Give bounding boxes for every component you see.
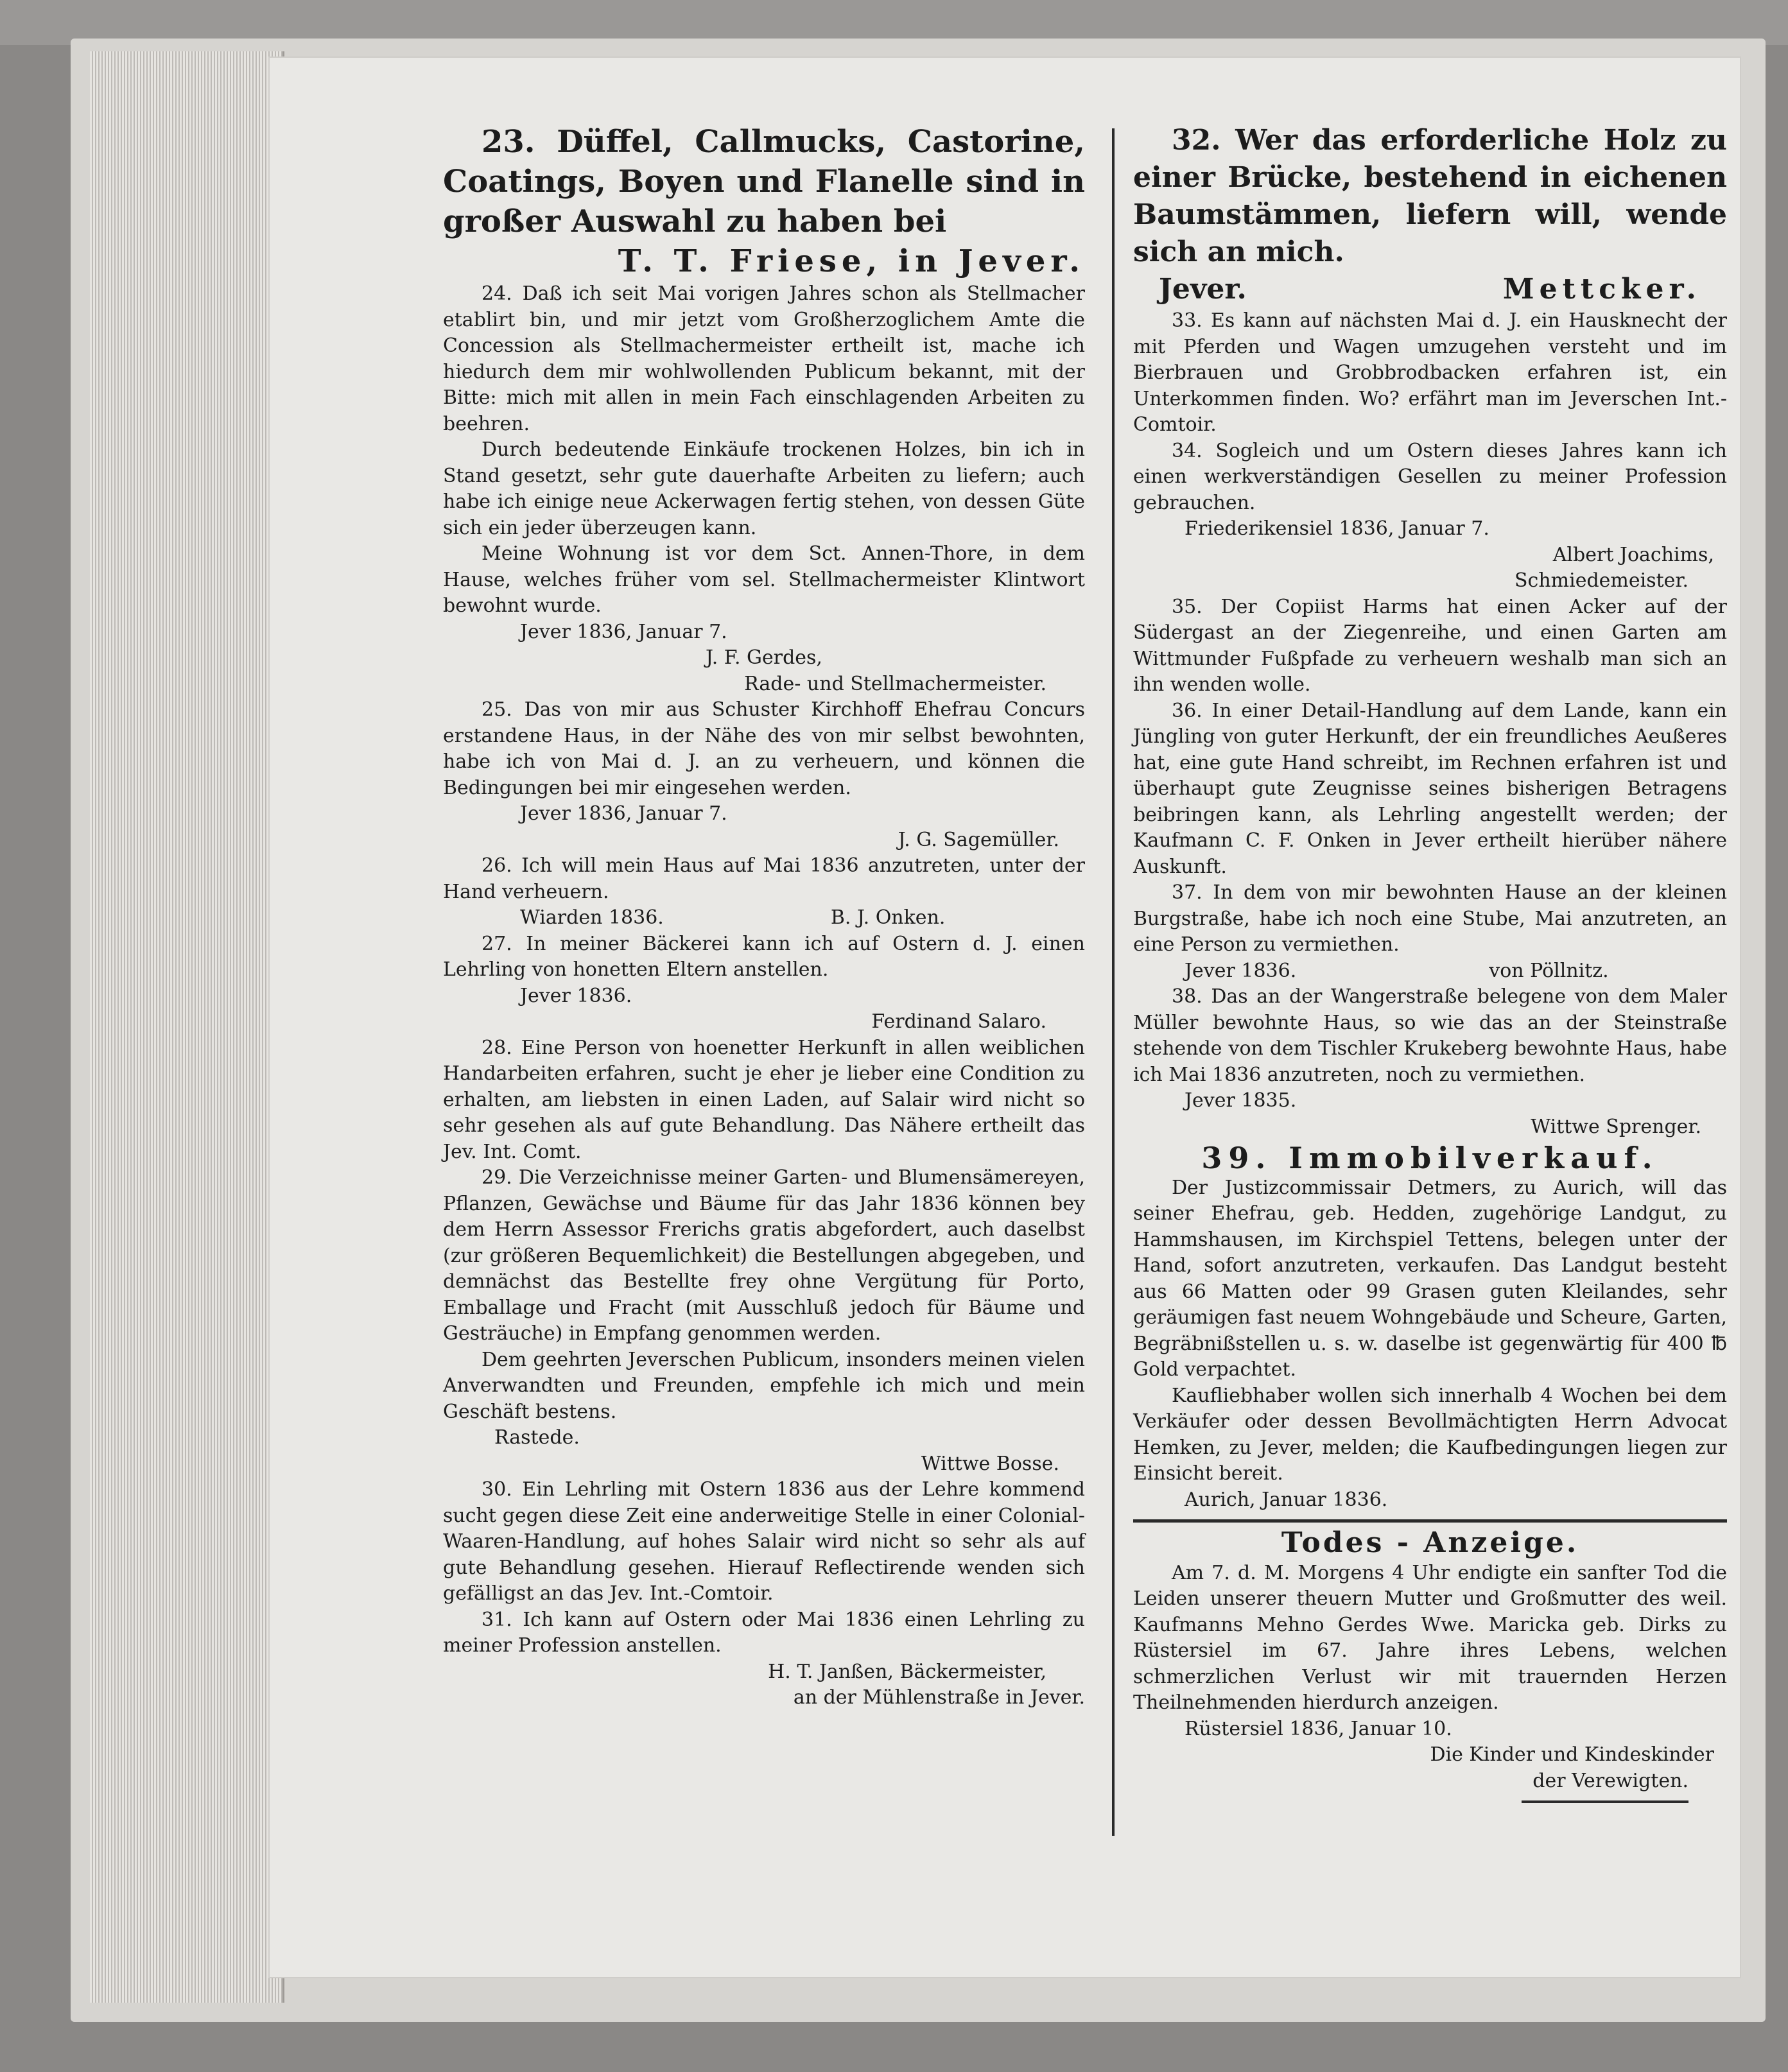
ad-26-date: Wiarden 1836. — [520, 906, 664, 929]
ad-37-date: Jever 1836. — [1185, 959, 1297, 982]
ad-38-text: 38. Das an der Wangerstraße belegene von dem Maler Müller bewohnte Haus, so wie das an der Steinstraße stehende von dem Tischler Krukeberg bewohnte Haus, habe ich Mai 1836 anzutreten, noch zu vermiethen. — [1133, 985, 1727, 1086]
ad-37 — [1133, 880, 1727, 984]
ad-39-date: Aurich, Januar 1836. — [1185, 1488, 1388, 1511]
ad-34 — [1133, 438, 1727, 594]
ad-35-text: 35. Der Copiist Harms hat einen Acker auf der Südergast an der Ziegenreihe, und einen Garten am Wittmunder Fußpfade zu verheuern weshalb man sich an ihn wenden wolle. — [1133, 595, 1727, 696]
ad-28-text: 28. Eine Person von hoenetter Herkunft in allen weiblichen Handarbeiten erfahren, sucht je eher je lieber eine Condition zu erhalten, am liebsten in einen Laden, auf Salair wird nicht so sehr gesehen als auf gute Behandlung. Das Nähere ertheilt das Jev. Int. Comt. — [443, 1036, 1085, 1163]
column-divider — [1112, 128, 1115, 1836]
death-notice-signature: Die Kinder und Kindeskinder — [1430, 1743, 1714, 1766]
ad-37-text: 37. In dem von mir bewohnten Hause an der kleinen Burgstraße, habe ich noch eine Stube, Mai anzutreten, an eine Person zu vermiethen. — [1133, 881, 1727, 956]
ad-34-signature: Albert Joachims, — [1552, 543, 1714, 566]
ad-38-date: Jever 1835. — [1185, 1089, 1297, 1112]
death-notice-title: Todes - Anzeige. — [1281, 1526, 1579, 1559]
ad-27-text: 27. In meiner Bäckerei kann ich auf Ostern d. J. einen Lehrling von honetten Eltern anstellen. — [443, 932, 1085, 981]
ad-27-date: Jever 1836. — [520, 984, 632, 1007]
death-notice-text: Am 7. d. M. Morgens 4 Uhr endigte ein sanfter Tod die Leiden unserer theuern Mutter und Großmutter des weil. Kaufmanns Mehno Gerdes Wwe. Maricka geb. Dirks zu Rüstersiel im 67. Jahre ihres Lebens, welchen schmerzlichen Verlust wir mit trauernden Herzen Theilnehmenden hierdurch anzeigen. — [1133, 1561, 1727, 1714]
closing-rule — [1522, 1800, 1688, 1803]
ad-29-signature: Wittwe Bosse. — [921, 1452, 1059, 1475]
ad-32-text: 32. Wer das erforderliche Holz zu einer Brücke, bestehend in eichenen Baumstämmen, liefern will, wende sich an mich. — [1133, 124, 1727, 268]
ad-24 — [443, 281, 1085, 697]
ad-29-paragraph: Dem geehrten Jeverschen Publicum, insonders meinen vielen Anverwandten und Freunden, empfehle ich mich und mein Geschäft bestens. — [443, 1348, 1085, 1423]
death-notice-date: Rüstersiel 1836, Januar 10. — [1185, 1717, 1452, 1740]
ad-28 — [443, 1035, 1085, 1166]
ad-38 — [1133, 984, 1727, 1140]
ad-32-place: Jever. — [1159, 273, 1247, 306]
ad-36-text: 36. In einer Detail-Handlung auf dem Lande, kann ein Jüngling von guter Herkunft, der ein freundliches Aeußeres hat, eine gute Hand schreibt, im Rechnen erfahren ist und überhaupt gute Zeugnisse seines bisherigen Betragens beibringen kann, als Lehrling angestellt werden; der Kaufmann C. F. Onken in Jever ertheilt hierüber nähere Auskunft. — [1133, 699, 1727, 878]
ad-34-date: Friederikensiel 1836, Januar 7. — [1185, 517, 1489, 540]
ad-39 — [1133, 1141, 1727, 1513]
ad-25-signature: J. G. Sagemüller. — [898, 828, 1059, 851]
ad-26-text: 26. Ich will mein Haus auf Mai 1836 anzutreten, unter der Hand verheuern. — [443, 854, 1085, 903]
ad-24-paragraph: 24. Daß ich seit Mai vorigen Jahres schon als Stellmacher etablirt bin, und mir jetzt vom Großherzoglichem Amte die Concession als Stellmachermeister ertheilt ist, mache ich hiedurch dem mir wohlwollenden Publicum bekannt, mit der Bitte: mich mit allen in mein Fach einschlagenden Arbeiten zu beehren. — [443, 282, 1085, 435]
ad-31 — [443, 1607, 1085, 1711]
ad-37-signature: von Pöllnitz. — [1489, 959, 1609, 982]
ad-31-signature-address: an der Mühlenstraße in Jever. — [793, 1686, 1085, 1709]
right-column — [1133, 122, 1727, 1803]
ad-25 — [443, 697, 1085, 853]
ad-36 — [1133, 698, 1727, 881]
ad-33-text: 33. Es kann auf nächsten Mai d. J. ein Hausknecht der mit Pferden und Wagen umzugehen versteht und im Bierbrauen und Grobbrodbacken erfahren ist, ein Unterkommen finden. Wo? erfährt man im Jeverschen Int.-Comtoir. — [1133, 309, 1727, 436]
death-notice — [1133, 1526, 1727, 1803]
page-edges — [90, 51, 284, 2003]
ad-39-heading: 39. Immobilverkauf. — [1201, 1141, 1659, 1175]
newspaper-page — [270, 58, 1740, 1977]
ad-39-paragraph: Kaufliebhaber wollen sich innerhalb 4 Wochen bei dem Verkäufer oder dessen Bevollmächtigten Herrn Advocat Hemken, zu Jever, melden; die Kaufbedingungen liegen zur Einsicht bereit. — [1133, 1384, 1727, 1485]
ad-30-text: 30. Ein Lehrling mit Ostern 1836 aus der Lehre kommend sucht gegen diese Zeit eine anderweitige Stelle in einer Colonial-Waaren-Handlung, auf hohes Salair wird nicht so sehr als auf gute Behandlung gesehen. Hierauf Reflectirende wenden sich gefälligst an das Jev. Int.-Comtoir. — [443, 1478, 1085, 1605]
ad-24-signature: J. F. Gerdes, — [706, 646, 822, 669]
ad-35 — [1133, 594, 1727, 698]
ad-31-signature: H. T. Janßen, Bäckermeister, — [768, 1660, 1046, 1683]
ad-25-date: Jever 1836, Januar 7. — [520, 802, 727, 825]
ad-25-text: 25. Das von mir aus Schuster Kirchhoff Ehefrau Concurs erstandene Haus, in der Nähe des von mir selbst bewohnten, habe ich von Mai d. J. an zu verheuern, und können die Bedingungen bei mir eingesehen werden. — [443, 698, 1085, 799]
ad-32-signature: Mettcker. — [1502, 273, 1701, 306]
section-rule — [1133, 1519, 1727, 1523]
ad-24-paragraph: Durch bedeutende Einkäufe trockenen Holzes, bin ich in Stand gesetzt, sehr gute dauerhafte Arbeiten zu liefern; auch habe ich einige neue Ackerwagen fertig stehen, von dessen Güte sich ein jeder überzeugen kann. — [443, 438, 1085, 539]
ad-30 — [443, 1477, 1085, 1607]
left-column — [443, 122, 1085, 1711]
ad-38-signature: Wittwe Sprenger. — [1531, 1115, 1701, 1138]
ad-23 — [443, 122, 1085, 281]
ad-29-place: Rastede. — [494, 1426, 580, 1449]
ad-32 — [1133, 122, 1727, 308]
ad-23-signature: T. T. Friese, in Jever. — [618, 243, 1085, 279]
ad-34-signature-title: Schmiedemeister. — [1514, 569, 1688, 592]
ad-24-signature-title: Rade- und Stellmachermeister. — [744, 672, 1046, 695]
ad-39-paragraph: Der Justizcommissair Detmers, zu Aurich, will das seiner Ehefrau, geb. Hedden, zugehörige Landgut, zu Hammshausen, im Kirchspiel Tettens, belegen unter der Hand, sofort anzutreten, verkaufen. Das Landgut besteht aus 66 Matten oder 99 Grasen guten Kleilandes, sehr geräumigen fast neuem Wohngebäude und Scheure, Garten, Begräbnißstellen u. s. w. daselbe ist gegenwärtig für 400 ℔ Gold verpachtet. — [1133, 1176, 1727, 1381]
ad-29-paragraph: 29. Die Verzeichnisse meiner Garten- und Blumensämereyen, Pflanzen, Gewächse und Bäume für das Jahr 1836 können bey dem Herrn Assessor Frerichs gratis abgefordert, auch daselbst (zur größeren Bequemlichkeit) die Bestellungen abgegeben, und demnächst das Bestellte frey ohne Vergütung für Porto, Emballage und Fracht (mit Ausschluß jedoch für Bäume und Gesträuche) in Empfang genommen werden. — [443, 1166, 1085, 1345]
ad-27 — [443, 931, 1085, 1035]
ad-31-text: 31. Ich kann auf Ostern oder Mai 1836 einen Lehrling zu meiner Profession anstellen. — [443, 1608, 1085, 1657]
ad-29 — [443, 1165, 1085, 1477]
ad-23-text: 23. Düffel, Callmucks, Castorine, Coatings, Boyen und Flanelle sind in großer Auswahl zu haben bei — [443, 124, 1085, 239]
ad-24-date: Jever 1836, Januar 7. — [520, 620, 727, 643]
ad-33 — [1133, 308, 1727, 438]
ad-26 — [443, 853, 1085, 931]
ad-26-signature: B. J. Onken. — [830, 906, 946, 929]
death-notice-signature-line2: der Verewigten. — [1532, 1769, 1688, 1792]
ad-27-signature: Ferdinand Salaro. — [871, 1010, 1046, 1033]
ad-24-paragraph: Meine Wohnung ist vor dem Sct. Annen-Thore, in dem Hause, welches früher vom sel. Stellmachermeister Klintwort bewohnt wurde. — [443, 542, 1085, 617]
ad-34-text: 34. Sogleich und um Ostern dieses Jahres kann ich einen werkverständigen Gesellen zu meiner Profession gebrauchen. — [1133, 439, 1727, 514]
